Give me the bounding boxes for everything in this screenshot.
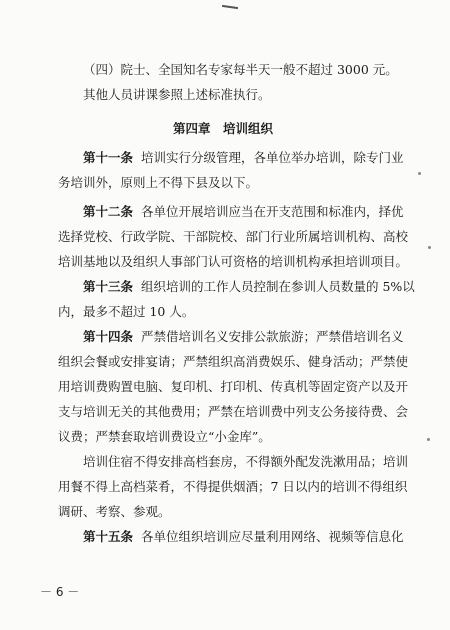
page-number: － 6 － — [40, 585, 80, 599]
article-14-line-5: 议费；严禁套取培训费设立“小金库”。 — [58, 429, 271, 444]
article-14-head: 第十四条 — [83, 329, 134, 344]
article-12-line-2: 选择党校、行政学院、干部院校、部门行业所属培训机构、高校 — [58, 229, 409, 244]
chapter-title: 第四章 培训组织 — [172, 121, 273, 136]
article-14-line-3: 用培训费购置电脑、复印机、打印机、传真机等固定资产以及开 — [58, 379, 409, 394]
document-body — [58, 57, 415, 549]
article-15-line-1 — [58, 524, 404, 549]
article-12-line-1 — [58, 199, 404, 224]
lodging-line-1: 培训住宿不得安排高档套房，不得额外配发洗漱用品；培训 — [83, 454, 409, 469]
article-11-line-2: 务培训外，原则上不得下县及以下。 — [58, 175, 259, 190]
article-15-text: 各单位组织培训应尽量利用网络、视频等信息化 — [140, 529, 404, 544]
article-14-line-4: 支与培训无关的其他费用；严禁在培训费中列支公务接待费、会 — [58, 404, 409, 419]
article-13-head: 第十三条 — [83, 279, 134, 294]
item-four: （四）院士、全国知名专家每半天一般不超过 3000 元。 — [83, 62, 398, 77]
article-12-text: 各单位开展培训应当在开支范围和标准内，择优 — [140, 204, 404, 219]
article-11-line-1 — [58, 145, 404, 170]
article-13-line-1 — [58, 274, 415, 299]
article-12-line-3: 培训基地以及组织人事部门认可资格的培训机构承担培训项目。 — [58, 254, 409, 269]
other-staff-note: 其他人员讲课参照上述标准执行。 — [83, 87, 271, 102]
scan-speck — [418, 172, 421, 175]
lodging-line-3: 调研、考察、参观。 — [58, 504, 171, 519]
article-11-text: 培训实行分级管理，各单位举办培训，除专门业 — [140, 150, 404, 165]
article-14-text: 严禁借培训名义安排公款旅游；严禁借培训名义 — [140, 329, 404, 344]
article-13-text: 组织培训的工作人员控制在参训人员数量的 5%以 — [140, 279, 415, 294]
scan-mark — [222, 5, 238, 9]
article-12-head: 第十二条 — [83, 204, 134, 219]
article-13-line-2: 内，最多不超过 10 人。 — [58, 304, 195, 319]
article-11-head: 第十一条 — [83, 150, 134, 165]
article-15-head: 第十五条 — [83, 529, 134, 544]
article-14-line-1 — [58, 324, 404, 349]
scan-speck — [428, 246, 431, 249]
article-14-line-2: 组织会餐或安排宴请；严禁组织高消费娱乐、健身活动；严禁使 — [58, 354, 409, 369]
scan-speck — [427, 438, 430, 441]
lodging-line-2: 用餐不得上高档菜肴，不得提供烟酒；7 日以内的培训不得组织 — [58, 479, 408, 494]
